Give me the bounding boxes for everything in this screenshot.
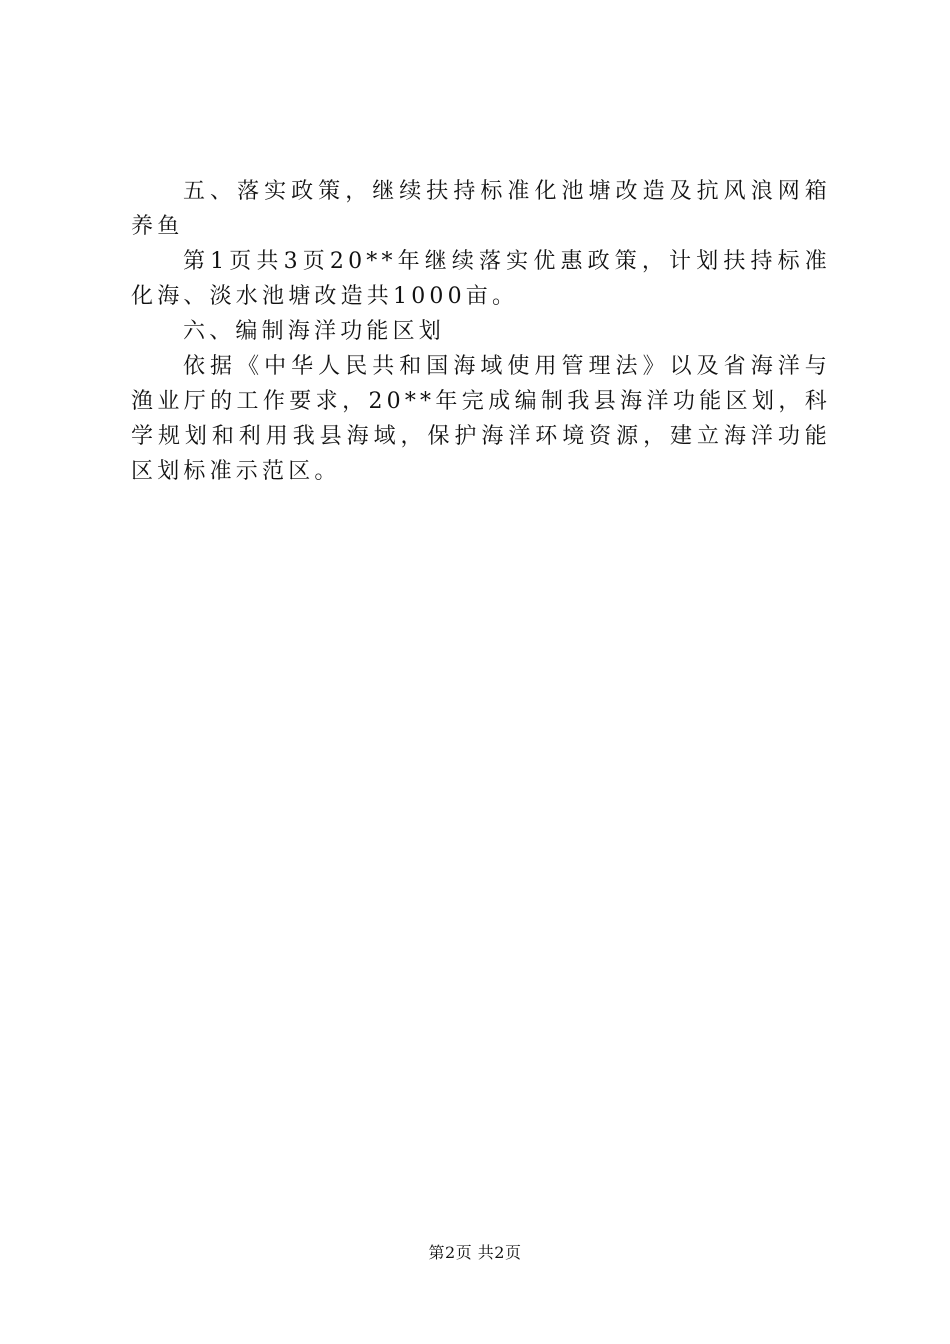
page-footer: 第2页 共2页 — [428, 1243, 522, 1262]
paragraph-marine-zoning: 依据《中华人民共和国海域使用管理法》以及省海洋与渔业厅的工作要求，20**年完成编制我县海洋功能区划，科学规划和利用我县海域，保护海洋环境资源，建立海洋功能区划标准示范区。 — [131, 354, 831, 484]
paragraph-policy: 第1页共3页20**年继续落实优惠政策，计划扶持标准化海、淡水池塘改造共1000亩。 — [131, 249, 831, 309]
document-body — [131, 174, 831, 489]
section-heading-six: 六、编制海洋功能区划 — [183, 319, 446, 344]
section-heading-five: 五、落实政策，继续扶持标准化池塘改造及抗风浪网箱养鱼 — [131, 179, 831, 239]
